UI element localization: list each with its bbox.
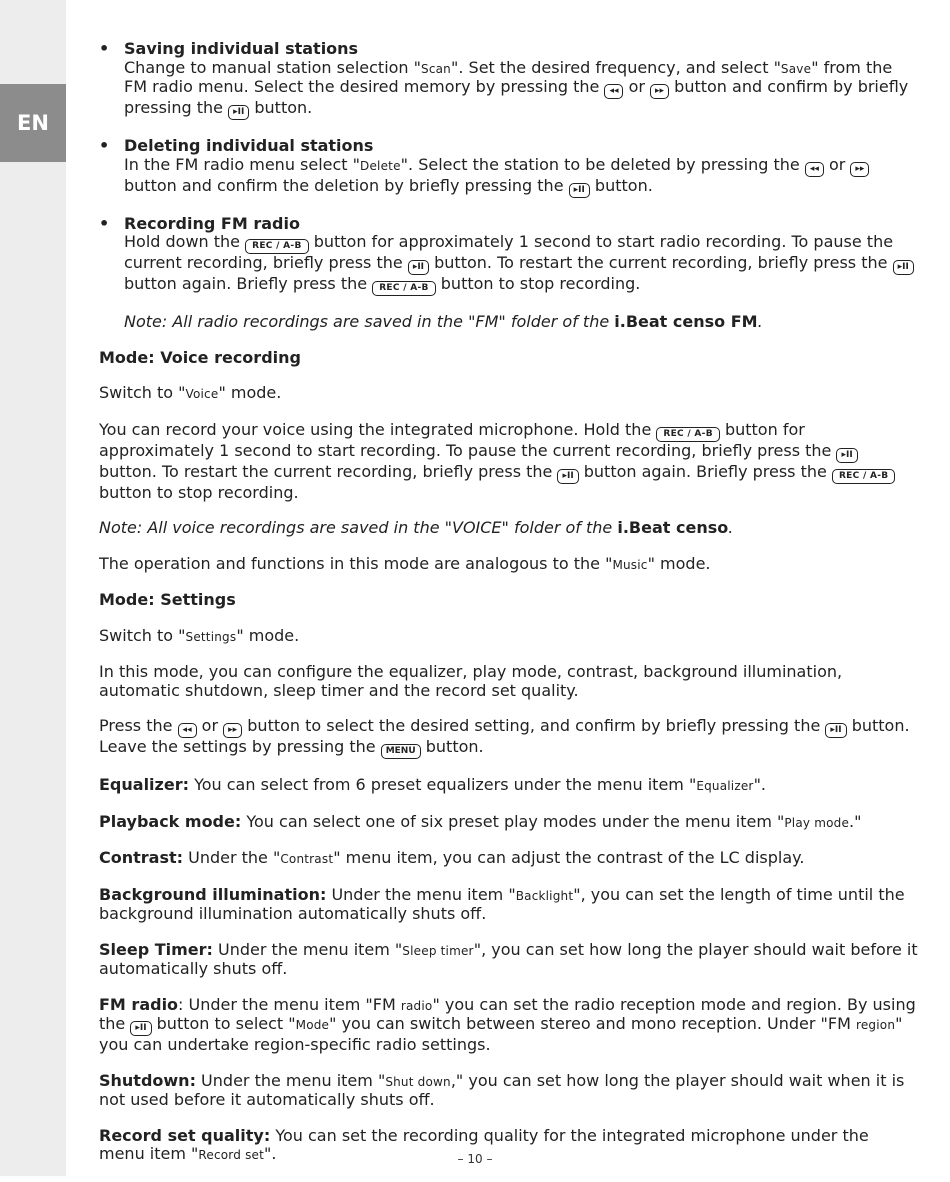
- setting-sleep-timer: Sleep Timer: Under the menu item "Sleep timer", you can set how long the player should wait before it automatically shuts off.: [99, 939, 918, 978]
- settings-intro: In this mode, you can configure the equalizer, play mode, contrast, background illumination, automatic shutdown, sleep timer and the record set quality.: [99, 662, 843, 700]
- bullet-title: Deleting individual stations: [124, 136, 374, 155]
- page-content: [99, 40, 919, 1182]
- menu-button-icon: MENU: [381, 744, 421, 759]
- bullet-title: Saving individual stations: [124, 39, 359, 58]
- next-button-icon: ▸▸: [223, 723, 242, 738]
- bullet-recording-fm: [99, 215, 919, 297]
- bullet-body: Hold down the REC / A-B button for approximately 1 second to start radio recording. To pause the current recording, briefly press the ▸II button. To restart the current recording, briefly press the ▸II button again. Briefly press the REC / A-B button to stop recording.: [124, 233, 919, 296]
- bullet-body: Change to manual station selection "Scan". Set the desired frequency, and select "Save" from the FM radio menu. Select the desired memory by pressing the ◂◂ or ▸▸ button and confirm by briefly pressing the ▸II button.: [124, 59, 919, 121]
- play-pause-button-icon: ▸II: [893, 260, 914, 275]
- setting-equalizer: Equalizer: You can select from 6 preset equalizers under the menu item "Equalizer".: [99, 775, 767, 794]
- rec-ab-button-icon: REC / A-B: [832, 469, 896, 484]
- setting-shutdown: Shutdown: Under the menu item "Shut down," you can set how long the player should wait when it is not used before it automatically shuts off.: [99, 1070, 905, 1109]
- setting-contrast: Contrast: Under the "Contrast" menu item, you can adjust the contrast of the LC display.: [99, 848, 805, 867]
- voice-analogous: The operation and functions in this mode are analogous to the "Music" mode.: [99, 553, 711, 573]
- voice-note: Note: All voice recordings are saved in the "VOICE" folder of the i.Beat censo.: [99, 518, 734, 537]
- prev-button-icon: ◂◂: [178, 723, 197, 738]
- play-pause-button-icon: ▸II: [228, 105, 249, 120]
- language-tab: EN: [0, 84, 66, 162]
- voice-paragraph: You can record your voice using the integrated microphone. Hold the REC / A-B button for approximately 1 second to start recording. To pause the current recording, briefly press the ▸II button. To restart the current recording, briefly press the ▸II button again. Briefly press the REC / A-B button to stop recording.: [99, 421, 919, 503]
- play-pause-button-icon: ▸II: [569, 183, 590, 198]
- setting-record-set-quality: Record set quality: You can set the recording quality for the integrated microphone under the menu item "Record set".: [99, 1125, 869, 1163]
- sidebar-strip: [0, 0, 66, 1176]
- bullet-dot: •: [99, 39, 110, 58]
- setting-background-illumination: Background illumination: Under the menu item "Backlight", you can set the length of time until the background illumination automatically shuts off.: [99, 884, 905, 923]
- play-pause-button-icon: ▸II: [408, 260, 429, 275]
- bullet-dot: •: [99, 136, 110, 155]
- rec-ab-button-icon: REC / A-B: [245, 239, 309, 254]
- play-pause-button-icon: ▸II: [836, 448, 857, 463]
- setting-playback-mode: Playback mode: You can select one of six preset play modes under the menu item "Play mode.": [99, 811, 862, 831]
- settings-switch: Switch to "Settings" mode.: [99, 625, 300, 645]
- bullet-title: Recording FM radio: [124, 213, 300, 233]
- page-number: – 10 –: [457, 1152, 493, 1166]
- bullet-deleting-stations: [99, 137, 919, 198]
- setting-fm-radio: FM radio: Under the menu item "FM radio" you can set the radio reception mode and region. By using the ▸II button to select "Mode" you can switch between stereo and mono reception. Under "FM region" you can undertake region-specific radio settings.: [99, 994, 916, 1054]
- prev-button-icon: ◂◂: [805, 162, 824, 177]
- voice-heading: Mode: Voice recording: [99, 347, 301, 367]
- play-pause-button-icon: ▸II: [130, 1021, 151, 1036]
- rec-ab-button-icon: REC / A-B: [372, 281, 436, 296]
- prev-button-icon: ◂◂: [604, 84, 623, 99]
- rec-ab-button-icon: REC / A-B: [656, 427, 720, 442]
- next-button-icon: ▸▸: [650, 84, 669, 99]
- next-button-icon: ▸▸: [850, 162, 869, 177]
- play-pause-button-icon: ▸II: [825, 723, 846, 738]
- settings-heading: Mode: Settings: [99, 590, 236, 609]
- voice-switch: Switch to "Voice" mode.: [99, 383, 282, 402]
- play-pause-button-icon: ▸II: [557, 469, 578, 484]
- settings-press: Press the ◂◂ or ▸▸ button to select the desired setting, and confirm by briefly pressing the ▸II button. Leave the settings by pressing the MENU button.: [99, 717, 919, 759]
- bullet-saving-stations: [99, 40, 919, 120]
- bullet-body: In the FM radio menu select "Delete". Select the station to be deleted by pressing the ◂◂ or ▸▸ button and confirm the deletion by briefly pressing the ▸II button.: [124, 156, 919, 198]
- fm-note: Note: All radio recordings are saved in the "FM" folder of the i.Beat censo FM.: [124, 312, 763, 331]
- bullet-dot: •: [99, 213, 110, 233]
